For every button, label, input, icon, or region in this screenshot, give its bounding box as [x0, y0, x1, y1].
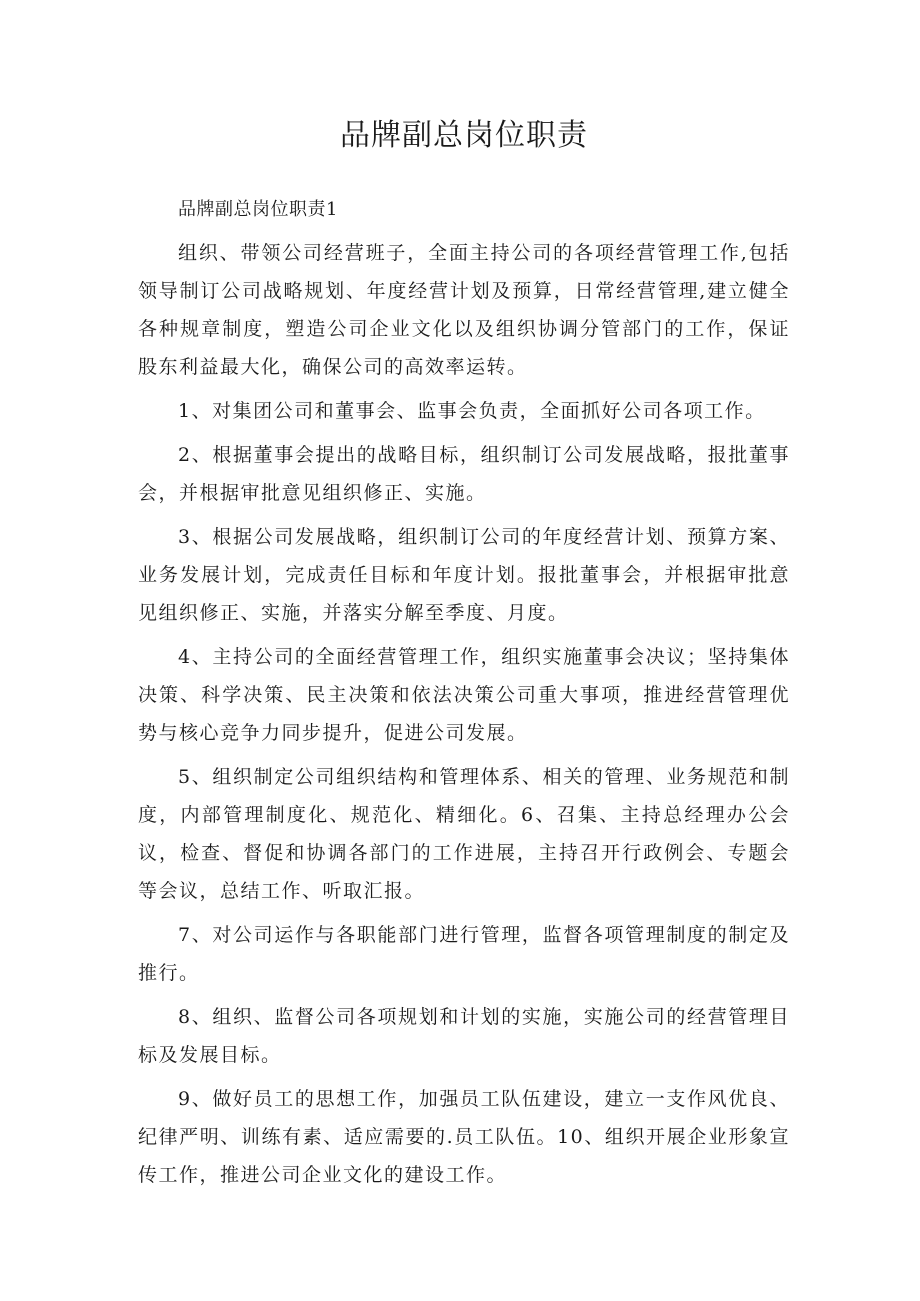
- section-heading: 品牌副总岗位职责1: [178, 199, 338, 220]
- paragraph-item-1: 1、对集团公司和董事会、监事会负责，全面抓好公司各项工作。: [178, 400, 766, 422]
- paragraph-item-5-6: 5、组织制定公司组织结构和管理体系、相关的管理、业务规范和制度，内部管理制度化、规范化、精细化。6、召集、主持总经理办公会议，检查、督促和协调各部门的工作进展，主持召开行政例会、专题会等会议，总结工作、听取汇报。: [138, 766, 790, 902]
- paragraph-item-2: 2、根据董事会提出的战略目标，组织制订公司发展战略，报批董事会，并根据审批意见组织修正、实施。: [138, 444, 790, 504]
- paragraph-item-3: 3、根据公司发展战略，组织制订公司的年度经营计划、预算方案、业务发展计划，完成责任目标和年度计划。报批董事会，并根据审批意见组织修正、实施，并落实分解至季度、月度。: [138, 526, 790, 624]
- paragraph-item-9-10: 9、做好员工的思想工作，加强员工队伍建设，建立一支作风优良、纪律严明、训练有素、适应需要的.员工队伍。10、组织开展企业形象宣传工作，推进公司企业文化的建设工作。: [138, 1088, 790, 1186]
- paragraph-item-7: 7、对公司运作与各职能部门进行管理，监督各项管理制度的制定及推行。: [138, 924, 790, 984]
- paragraph-item-8: 8、组织、监督公司各项规划和计划的实施，实施公司的经营管理目标及发展目标。: [138, 1006, 790, 1066]
- document-page: [138, 0, 790, 1194]
- paragraph-intro: 组织、带领公司经营班子，全面主持公司的各项经营管理工作,包括领导制订公司战略规划、年度经营计划及预算，日常经营管理,建立健全各种规章制度，塑造公司企业文化以及组织协调分管部门的工作，保证股东利益最大化，确保公司的高效率运转。: [138, 242, 790, 378]
- document-title: 品牌副总岗位职责: [340, 118, 588, 153]
- paragraph-item-4: 4、主持公司的全面经营管理工作，组织实施董事会决议；坚持集体决策、科学决策、民主决策和依法决策公司重大事项，推进经营管理优势与核心竞争力同步提升，促进公司发展。: [138, 646, 790, 744]
